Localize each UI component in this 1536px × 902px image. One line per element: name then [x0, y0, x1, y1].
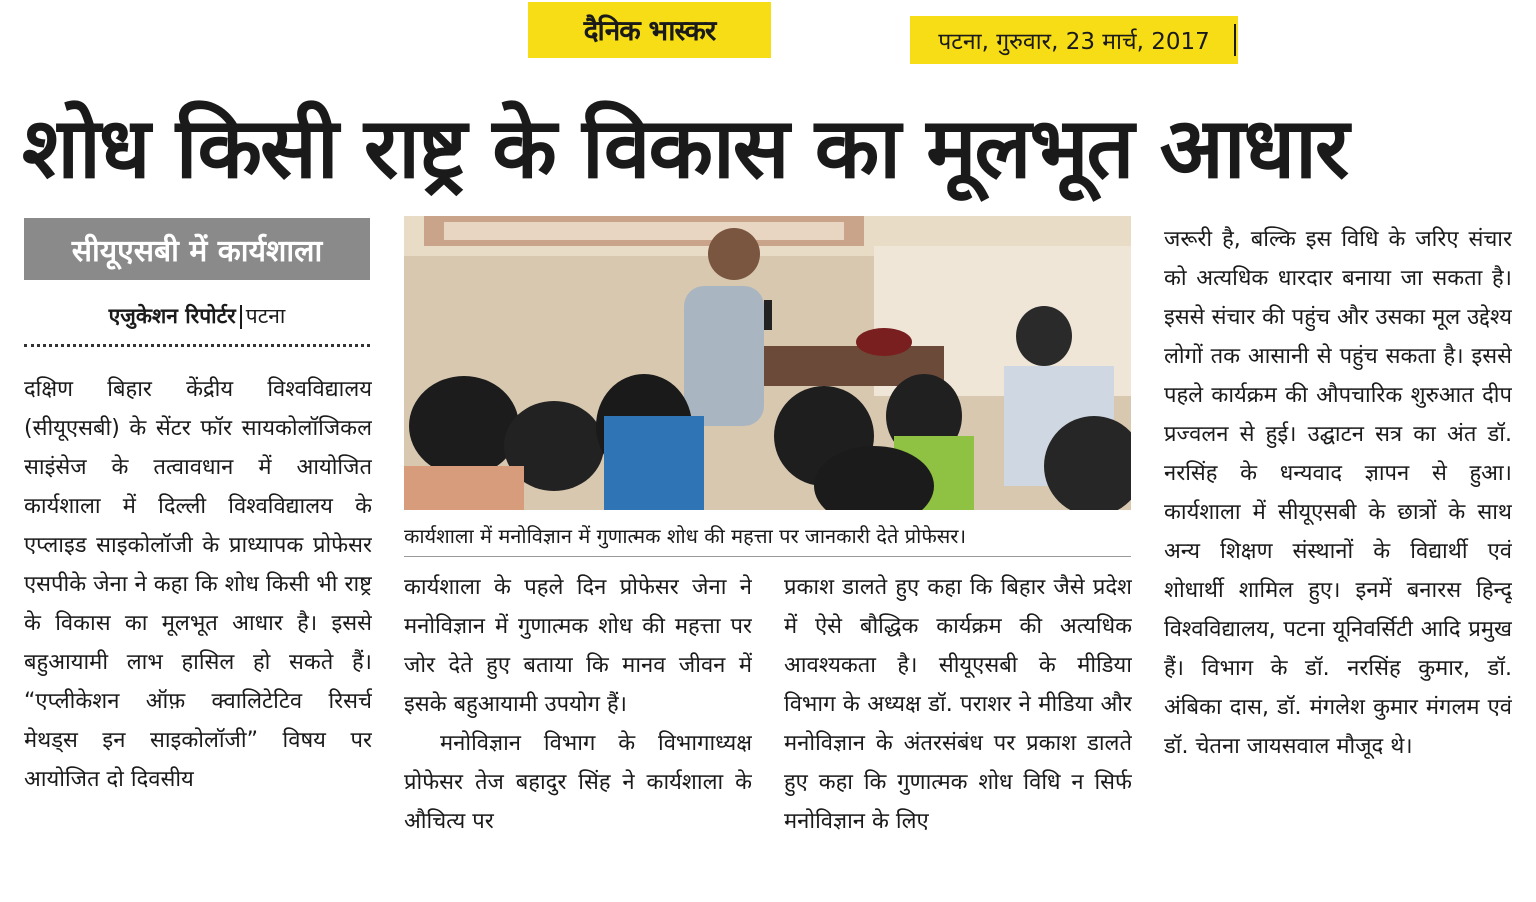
article-paragraph: प्रकाश डालते हुए कहा कि बिहार जैसे प्रदेश में ऐसे बौद्धिक कार्यक्रम की अत्यधिक आवश्यकता है। सीयूएसबी के मीडिया विभाग के अध्यक्ष डॉ. पराशर ने मीडिया और मनोविज्ञान के अंतरसंबंध पर प्रकाश डालते हुए कहा कि गुणात्मक शोध विधि न सिर्फ मनोविज्ञान के लिए: [784, 575, 1132, 834]
newspaper-masthead: [528, 2, 771, 58]
byline-separator: [240, 305, 242, 329]
article-paragraph: मनोविज्ञान विभाग के विभागाध्यक्ष प्रोफेसर तेज बहादुर सिंह ने कार्यशाला के औचित्य पर: [404, 731, 752, 834]
photo-caption: कार्यशाला में मनोविज्ञान में गुणात्मक शोध की महत्ता पर जानकारी देते प्रोफेसर।: [404, 516, 1131, 557]
masthead-title: दैनिक भास्कर: [583, 14, 716, 47]
article-headline: शोध किसी राष्ट्र के विकास का मूलभूत आधार: [22, 99, 1348, 197]
article-photo: [404, 216, 1131, 510]
section-kicker: [24, 218, 370, 280]
article-column-1: [24, 370, 372, 880]
dateline-box: [910, 16, 1238, 64]
article-column-4: [1164, 220, 1512, 882]
classroom-photo-illustration: [404, 216, 1131, 510]
byline-reporter: एजुकेशन रिपोर्टर: [108, 304, 236, 328]
kicker-text: सीयूएसबी में कार्यशाला: [71, 233, 323, 269]
article-paragraph: दक्षिण बिहार केंद्रीय विश्वविद्यालय (सीयूएसबी) के सेंटर फॉर सायकोलॉजिकल साइंसेज के तत्वावधान में आयोजित कार्यशाला में दिल्ली विश्वविद्यालय के एप्लाइड साइकोलॉजी के प्राध्यापक प्रोफेसर एसपीके जेना ने कहा कि शोध किसी भी राष्ट्र के विकास का मूलभूत आधार है। इससे बहुआयामी लाभ हासिल हो सकते हैं। “एप्लीकेशन ऑफ़ क्वालिटेटिव रिसर्च मेथड्स इन साइकोलॉजी” विषय पर आयोजित दो दिवसीय: [24, 377, 372, 792]
article-column-3: [784, 568, 1132, 878]
article-paragraph: जरूरी है, बल्कि इस विधि के जरिए संचार को अत्यधिक धारदार बनाया जा सकता है। इससे संचार की पहुंच और उसका मूल उद्देश्य लोगों तक आसानी से पहुंच सकता है। इससे पहले कार्यक्रम की औपचारिक शुरुआत दीप प्रज्वलन से हुई। उद्घाटन सत्र का अंत डॉ. नरसिंह के धन्यवाद ज्ञापन से हुआ। कार्यशाला में सीयूएसबी के छात्रों के साथ अन्य शिक्षण संस्थानों के विद्यार्थी एवं शोधार्थी शामिल हुए। इनमें बनारस हिन्दू विश्वविद्यालय, पटना यूनिवर्सिटी आदि प्रमुख हैं। विभाग के डॉ. नरसिंह कुमार, डॉ. अंबिका दास, डॉ. मंगलेश कुमार मंगलम एवं डॉ. चेतना जायसवाल मौजूद थे।: [1164, 227, 1512, 759]
byline-place: पटना: [245, 304, 286, 328]
article-column-2: [404, 568, 752, 878]
dotted-divider: [24, 344, 370, 347]
article-paragraph: कार्यशाला के पहले दिन प्रोफेसर जेना ने मनोविज्ञान में गुणात्मक शोध की महत्ता पर जोर देते हुए बताया कि मानव जीवन में इसके बहुआयामी उपयोग हैं।: [404, 575, 752, 717]
byline: [24, 302, 370, 336]
dateline-text: पटना, गुरुवार, 23 मार्च, 2017: [938, 29, 1210, 55]
